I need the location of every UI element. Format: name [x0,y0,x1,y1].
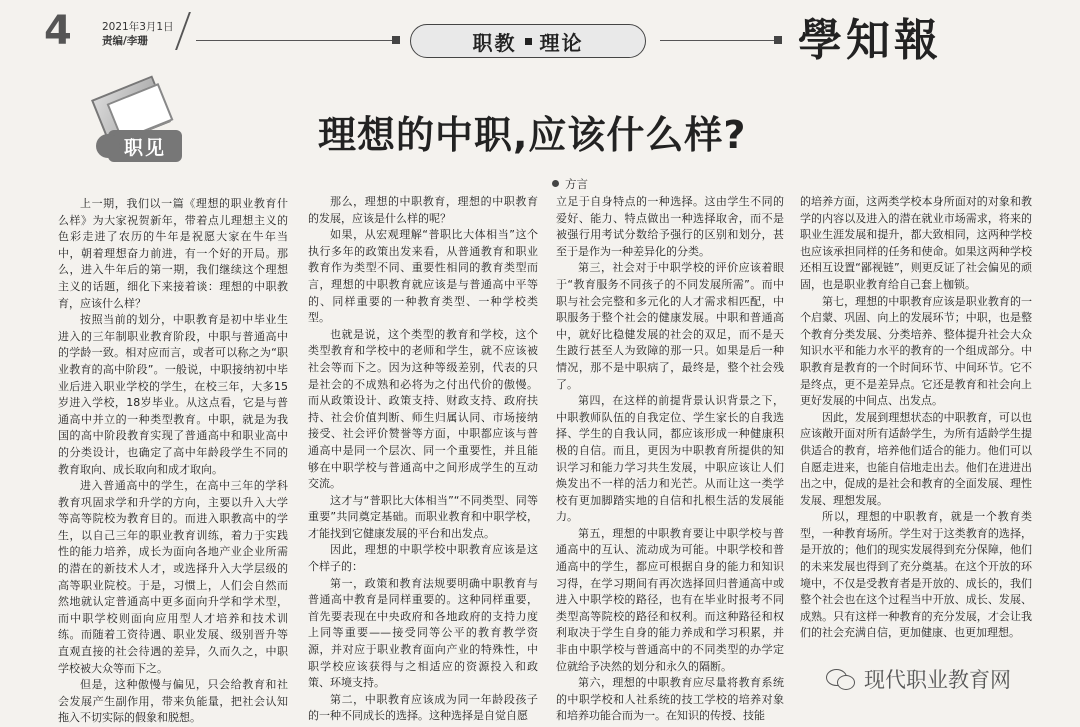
header-rule-right [660,40,778,41]
paragraph: 所以，理想的中职教育，就是一个教育类型，一种教育场所。学生对于这类教育的选择，是开放的；他们的现实发展得到充分保障，他们的未来发展也得到了充分奠基。在这个开放的环境中，不仅是受教育者是开放的、成长的，我们整个社会也在这个过程当中开放、成长、发展、成熟。只有这样一种教育的充分发展，才会让我们的社会充满自信，更加健康、也更加理想。 [800,510,1032,640]
paragraph: 但是，这种傲慢与偏见，只会给教育和社会发展产生副作用，带来负能量，把社会认知拖入不切实际的假象和脱想。 [58,678,288,725]
paragraph: 立足于自身特点的一种选择。这由学生不同的爱好、能力、特点做出一种选择取舍，而不是被强行用考试分数给予强行的区别和划分，甚至于是作为一种差异化的分类。 [556,195,784,258]
article-column-4 [800,194,1032,662]
section-label-right: 理论 [539,30,584,55]
paragraph: 上一期，我们以一篇《理想的职业教育什么样》为大家祝贺新年，带着点儿理想主义的色彩走进了农历的牛年是祝愿大家在牛年当中，朝着理想奋力前进，有一个好的开局。那么，进入牛年后的第一期，我们继续这个理想主义的话题，细化下来接着谈：理想的中职教育，应该什么样？ [58,197,288,310]
paragraph: 的培养方面，这两类学校本身所面对的对象和教学的内容以及进入的潜在就业市场需求，将来的职业生涯发展和提升，都大致相同，这两种学校也应该承担同样的任务和使命。如果这两种学校还相互设置“鄙视链”，则更反证了社会偏见的顽固，也是职业教育给自己套上枷锁。 [800,195,1032,291]
watermark-text: 现代职业教育网 [864,668,1011,692]
paragraph: 第六，理想的中职教育应尽量将教育系统的中职学校和人社系统的技工学校的培养对象和培养功能合而为一。在知识的传授、技能 [556,676,784,723]
article-column-3 [556,194,784,723]
paragraph: 第七，理想的中职教育应该是职业教育的一个启蒙、巩固、向上的发展环节；中职，也是整个教育分类发展、分类培养、整体提升社会大众知识水平和能力水平的教育的一个组成部分。中职教育是教育的一个时间环节、中间环节。它不是终点，更不是差异点。它还是教育和社会向上更好发展的中间点、出发点。 [800,294,1032,408]
byline-dot-icon [552,180,559,187]
article-column-2 [308,194,538,723]
paragraph: 因此，发展到理想状态的中职教育，可以也应该敞开面对所有适龄学生，为所有适龄学生提供适合的教育，培养他们适合的能力。他们可以自愿走进来，也能自信地走出去。他们在进进出出之中，促成的是社会和教育的全面发展、理性发展、理想发展。 [800,410,1032,507]
paragraph: 第三，社会对于中职学校的评价应该着眼于“教育服务不同孩子的不同发展所需”。而中职与社会完整和多元化的人才需求相匹配，中职服务于整个社会的健康发展。中职和普通高中，就好比稳健发展的社会的双足，而不是天生跛行甚至人为致障的那一只。如果是后一种情况，那不是中职病了，最终是，整个社会残了。 [556,261,784,391]
paragraph: 第五，理想的中职教育要让中职学校与普通高中的互认、流动成为可能。中职学校和普通高中的学生，都应可根据自身的能力和知识习得，在学习期间有再次选择回归普通高中或进入中职学校的路径，也有在毕业时报考不同类型高等院校的路径和权利。而这种路径和权利取决于学生自身的能力养成和学习积累，并非由中职学校与普通高中的不同类型的办学定位就给予决然的划分和永久的隔断。 [556,526,784,673]
paragraph: 第一，政策和教育法规要明确中职教育与普通高中教育是同样重要的。这种同样重要，首先要表现在中央政府和各地政府的支持力度上同等重要——接受同等公平的教育教学资源，并对应于职业教育面向产业的特殊性，中职学校应该获得与之相适应的资源投入和政策、环境支持。 [308,576,538,690]
column-logo [82,86,192,172]
header-rule-left [196,40,400,41]
issue-date: 2021年3月1日 [102,21,174,33]
square-bullet-left [392,36,400,44]
newspaper-masthead: 學知報 [798,15,942,66]
header-divider [175,12,391,50]
wechat-icon [826,667,856,691]
paragraph: 那么，理想的中职教育，理想的中职教育的发展，应该是什么样的呢？ [308,195,538,225]
section-separator [525,38,532,45]
paragraph: 按照当前的划分，中职教育是初中毕业生进入的三年制职业教育阶段，中职与普通高中的学龄一致。相对应而言，或者可以称之为“职业教育的高中阶段”。一般说，中职接纳初中毕业后进入职业学校的学生，在校三年，大多15岁进入学校，18岁毕业。从这点看，它是与普通高中并立的一种类型教育。中职，就是为我国的高中阶段教育实现了普通高中和职业高中的分类设计，也确定了高中年龄段学生不同的教育取向、成长取向和成才取向。 [58,313,288,476]
paragraph: 因此，理想的中职学校中职教育应该是这个样子的： [308,543,538,574]
page-number: 4 [44,8,72,54]
column-badge [108,130,182,162]
paragraph: 也就是说，这个类型的教育和学校，这个类型教育和学校中的老师和学生，就不应该被社会等而下之。因为这种等级差别，代表的只是社会的不成熟和必将为之付出代价的傲慢。而从政策设计、政策支持、财政支持、政府扶持、社会价值判断、师生归属认同、市场接纳接受、社会评价赞誉等方面，中职都应该与普通高中是同一个层次、同一个重要性，并且能够在中职学校与普通高中之间形成学生的互动交流。 [308,327,538,491]
header-meta [102,20,174,48]
paragraph: 进入普通高中的学生，在高中三年的学科教育巩固求学和升学的方向，主要以升入大学等高等院校为教育目的。而进入职教高中的学生，以自己三年的职业教育训练，着力于实践性的能力培养，成长为面向各地产业企业所需的潜在的新技术人才，或选择升入大学层级的高等职业院校。于是，习惯上，人们会自然而然地就认定普通高中更多面向升学和学术型，而中职学校则面向应用型人才培养和技术训练。而随着工资待遇、职业发展、级别晋升等直观直接的社会待遇的差异，久而久之，中职学校被大众等而下之。 [58,479,288,675]
square-bullet-right [774,36,782,44]
article-title: 理想的中职,应该什么样? [318,113,747,157]
paragraph: 第四，在这样的前提背景认识背景之下，中职教师队伍的自我定位、学生家长的自我选择、学生的自我认同，都应该形成一种健康积极的自信。而且，更因为中职教育所提供的知识学习和能力学习共生发展，中职应该让人们焕发出不一样的活力和光芒。从而让这一类学校有更加脚踏实地的自信和扎根生活的发展能力。 [556,394,784,524]
section-label [410,24,646,58]
editor-credit: 责编/李珊 [102,35,148,47]
paragraph: 第二，中职教育应该成为同一年龄段孩子的一种不同成长的选择。这种选择是自觉自愿 [308,692,538,723]
paragraph: 这才与“普职比大体相当”“不同类型、同等重要”共同奠定基础。而职业教育和中职学校，才能找到它健康发展的平台和出发点。 [308,493,538,540]
paragraph: 如果，从宏观理解“普职比大体相当”这个执行多年的政策出发来看，从普通教育和职业教育作为类型不同、重要性相同的教育类型而言，理想的中职教育就应该是与普通高中平等的、同样重要的一种教育类型、一种学校类型。 [308,228,538,325]
byline [552,176,588,192]
section-label-left: 职教 [472,30,517,55]
author-name: 方言 [565,177,588,191]
column-badge-label: 职见 [123,136,166,159]
source-watermark [826,664,1011,694]
article-column-1 [58,196,288,725]
